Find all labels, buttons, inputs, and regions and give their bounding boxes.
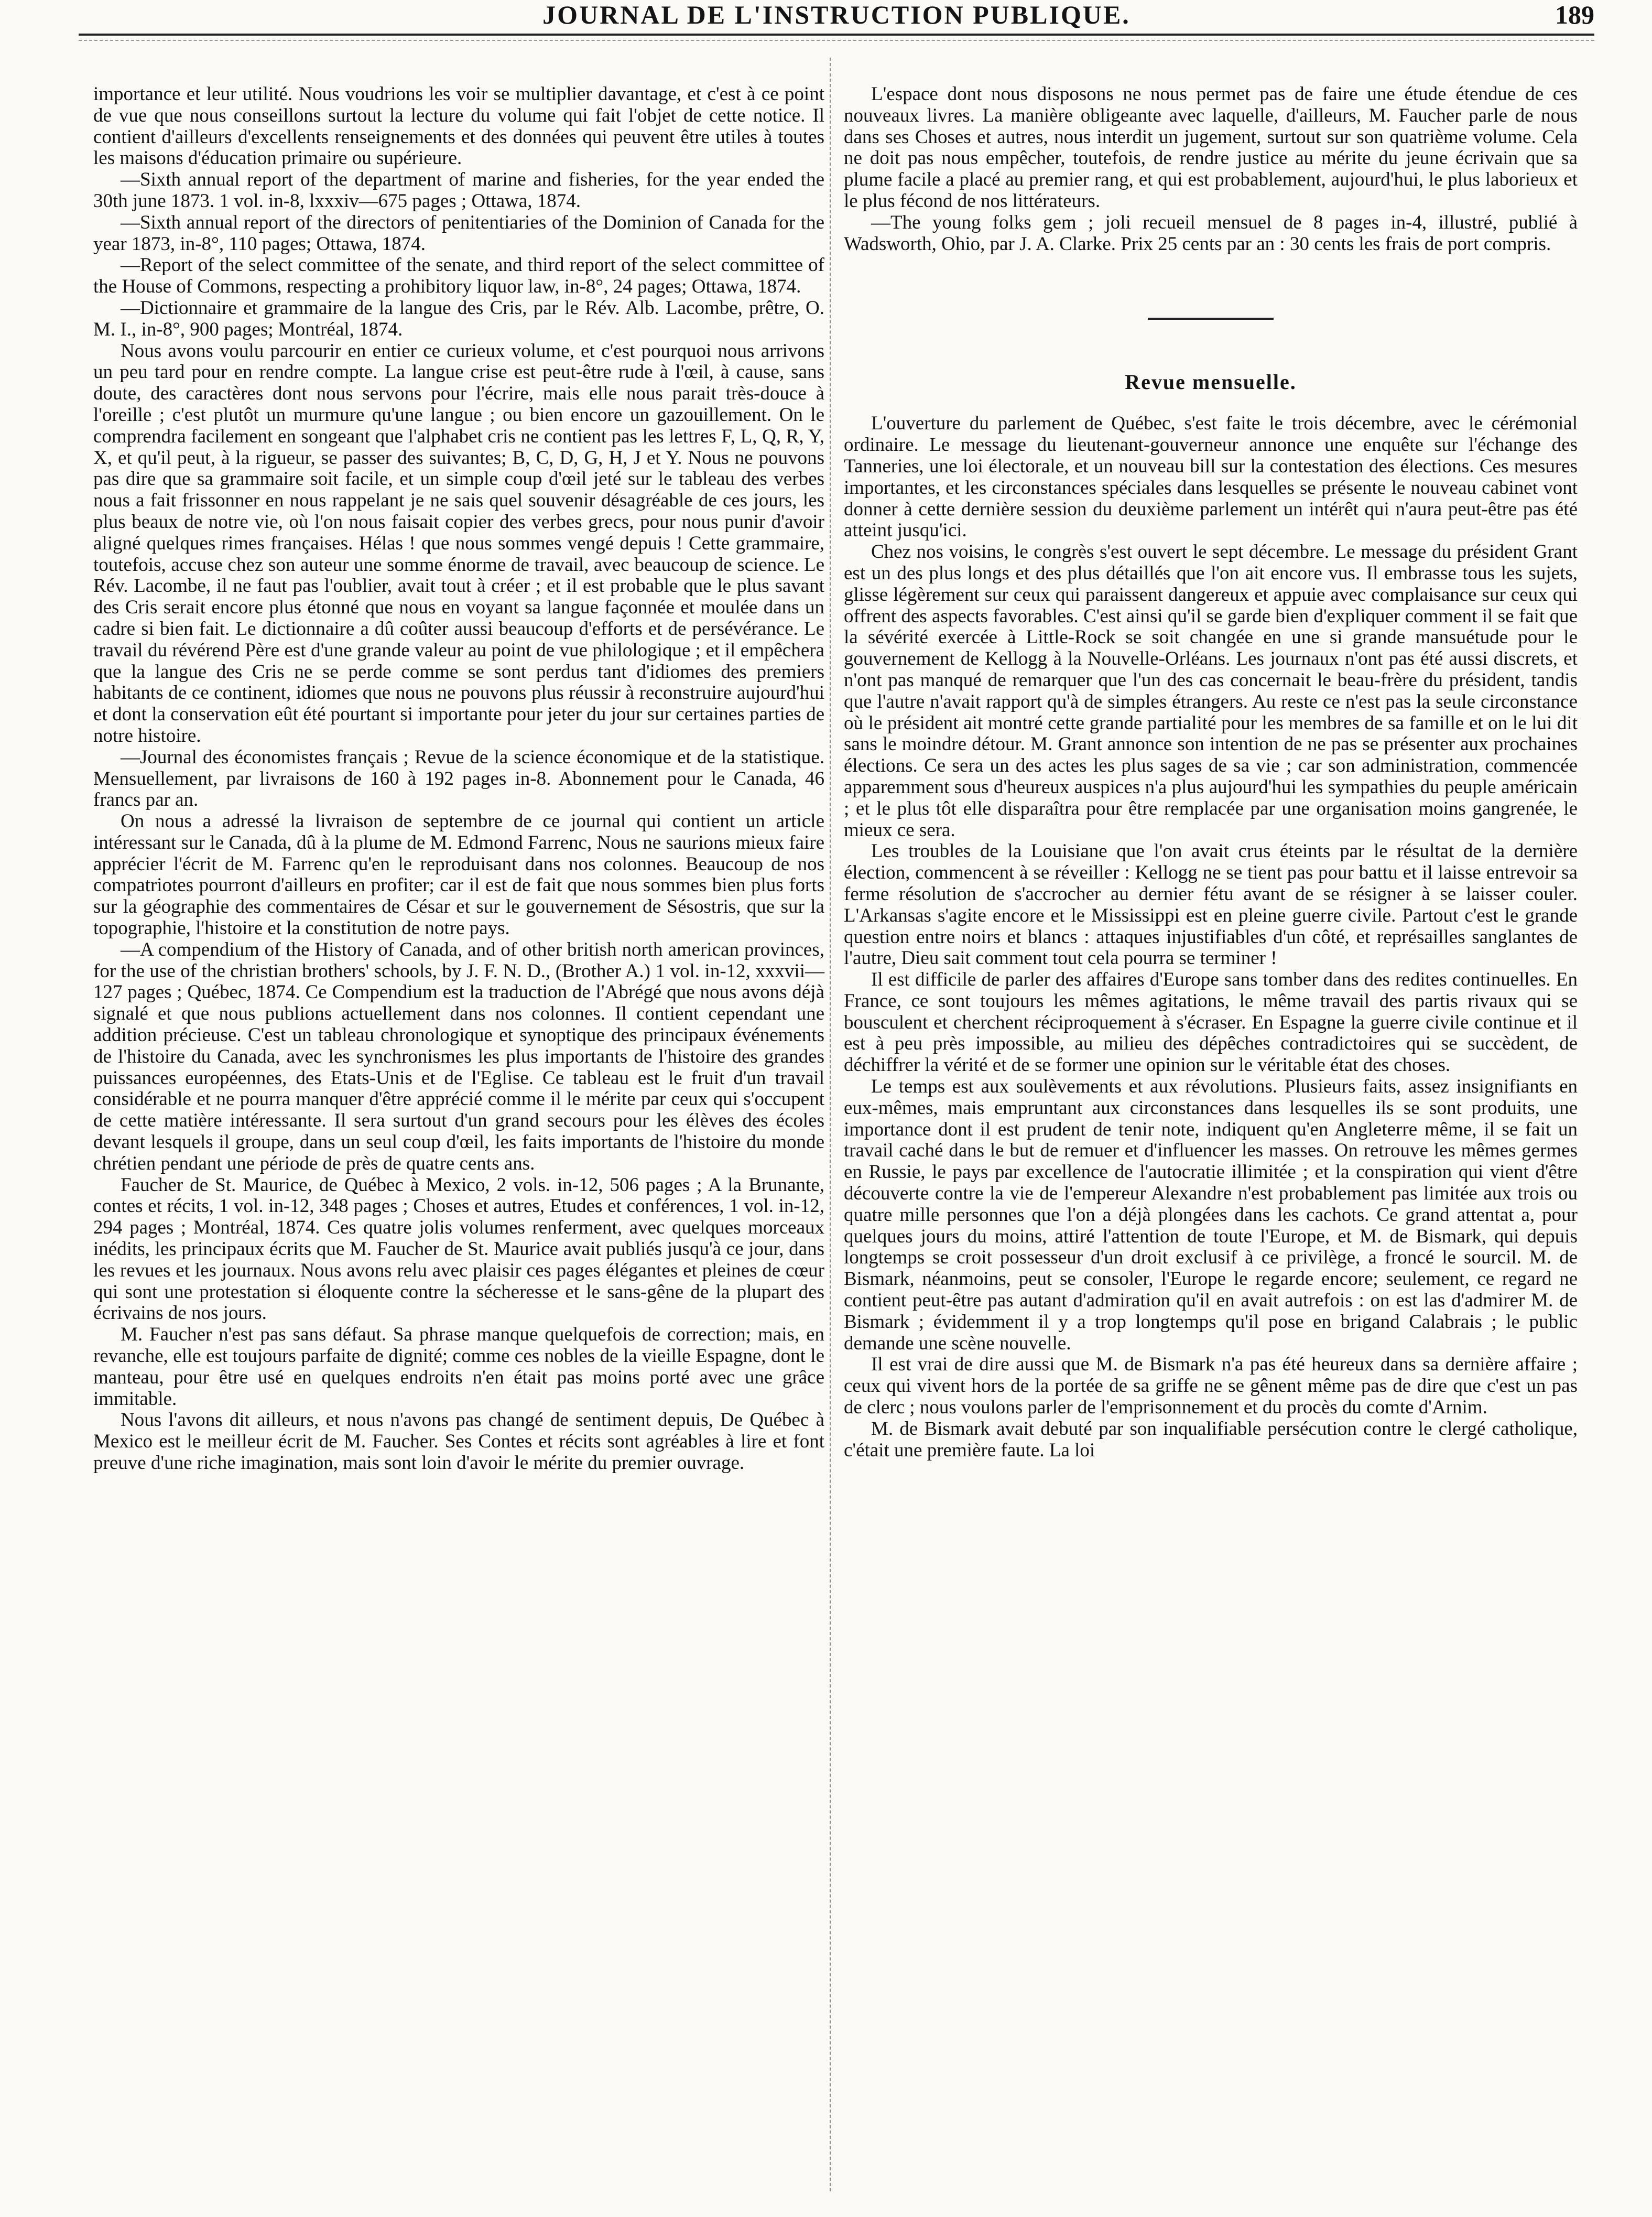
book-notice-faucher: Faucher de St. Maurice, de Québec à Mexico, 2 vols. in-12, 506 pages ; A la Brunante, contes et récits, 1 vol. in-12, 348 pages ; Choses et autres, Etudes et conférences, 1 vol. in-12, 294 pages ; Montréal, 1874. Ces quatre jolis volumes renferment, avec quelques morceaux inédits, les principaux écrits que M. Faucher de St. Maurice avait publiés jusqu'à ce jour, dans les revues et les journaux. Nous avons relu avec plaisir ces pages élégantes et pleines de cœur qui sont une protestation si éloquente contre la sécheresse et le sans-gêne de la plupart des écrivains de nos jours. xyxy=(93,1174,824,1324)
book-notice-liquor-law: —Report of the select committee of the senate, and third report of the select committee of the House of Commons, respecting a prohibitory liquor law, in-8°, 24 pages; Ottawa, 1874. xyxy=(93,254,824,298)
book-notice-marine-fisheries: —Sixth annual report of the department of marine and fisheries, for the year ended the 30th june 1873. 1 vol. in-8, lxxxiv—675 pages ; Ottawa, 1874. xyxy=(93,169,824,212)
running-head xyxy=(79,0,1594,33)
paragraph: M. de Bismark avait debuté par son inqualifiable persécution contre le clergé catholique, c'était une première faute. La loi xyxy=(844,1418,1578,1461)
paragraph: On nous a adressé la livraison de septembre de ce journal qui contient un article intéressant sur le Canada, dû à la plume de M. Edmond Farrenc, Nous ne saurions mieux faire apprécier l'écrit de M. Farrenc qu'en le reproduisant dans nos colonnes. Beaucoup de nos compatriotes pourront d'ailleurs en profiter; car il est de fait que nous sommes bien plus forts sur la géographie des commentaires de César et sur le gouvernement de Sésostris, que sur la topographie, l'histoire et la constitution de notre pays. xyxy=(93,810,824,939)
paragraph: Nous avons voulu parcourir en entier ce curieux volume, et c'est pourquoi nous arrivons un peu tard pour en rendre compte. La langue crise est peut-être rude à l'œil, à cause, sans doute, des caractères dont nous servons pour l'écrire, mais elle nous parait très-douce à l'oreille ; c'est plutôt un murmure qu'une langue ; ou bien encore un gazouillement. On le comprendra facilement en songeant que l'alphabet cris ne contient pas les lettres F, L, Q, R, Y, X, et qu'il peut, à la rigueur, se passer des suivantes; B, C, D, G, H, J et Y. Nous ne pouvons pas dire que sa grammaire soit facile, et un simple coup d'œil jeté sur le tableau des verbes nous a fait frissonner en nous rappelant je ne sais quel souvenir désagréable de ces jours, les plus beaux de notre vie, où l'on nous faisait copier des verbes grecs, pour nous punir d'avoir aligné quelques rimes françaises. Hélas ! que nous sommes vengé depuis ! Cette grammaire, toutefois, accuse chez son auteur une somme énorme de travail, avec beaucoup de science. Le Rév. Lacombe, il ne faut pas l'oublier, avait tout à créer ; et il est probable que le plus savant des Cris serait encore plus étonné que nous en voyant sa langue façonnée et moulée dans un cadre si bien fait. Le dictionnaire a dû coûter aussi beaucoup d'efforts et de persévérance. Le travail du révérend Père est d'une grande valeur au point de vue philologique ; et il empêchera que la langue des Cris ne se perde comme se sont perdus tant d'idiomes des premiers habitants de ce continent, idiomes que nous ne pouvons plus réussir à reconstruire aujourd'hui et dont la conservation eût été pourtant si importante pour jeter du jour sur certaines parties de notre histoire. xyxy=(93,340,824,747)
paragraph: Le temps est aux soulèvements et aux révolutions. Plusieurs faits, assez insignifiants en eux-mêmes, mais empruntant aux circonstances dans lesquelles ils se sont produits, une importance dont il est prudent de tenir note, indiquent qu'en Angleterre même, il se fait un travail caché dans le but de remuer et d'influencer les masses. On retrouve les mêmes germes en Russie, le pays par excellence de l'autocratie illimitée ; et la conspiration qui vient d'être découverte contre la vie de l'empereur Alexandre n'est probablement pas limitée aux trois ou quatre mille personnes que l'on a déjà plongées dans les cachots. Ce grand attentat a, pour quelques jours du moins, attiré l'attention de toute l'Europe, et M. de Bismark, qui depuis longtemps se croit possesseur d'un droit exclusif à ce privilège, a froncé le sourcil. M. de Bismark, néanmoins, peut se consoler, l'Europe le regarde encore; seulement, ce regard ne contient peut-être pas autant d'admiration qu'il en avait autrefois : on est las d'admirer M. de Bismark ; évidemment il y a trop longtemps qu'il pose en brigand Calabrais ; le public demande une scène nouvelle. xyxy=(844,1076,1578,1354)
right-column xyxy=(844,84,1578,1461)
paragraph: M. Faucher n'est pas sans défaut. Sa phrase manque quelquefois de correction; mais, en revanche, elle est toujours parfaite de dignité; comme ces nobles de la vieille Espagne, dont le manteau, pour être usé en quelques endroits n'en était pas moins porté avec une grâce immitable. xyxy=(93,1324,824,1410)
journal-title: JOURNAL DE L'INSTRUCTION PUBLIQUE. xyxy=(542,0,1131,29)
left-column xyxy=(93,84,824,1474)
header-rule-dashed xyxy=(79,40,1594,41)
book-notice-compendium: —A compendium of the History of Canada, and of other british north american provinces, for the use of the christian brothers' schools, by J. F. N. D., (Brother A.) 1 vol. in-12, xxxvii—127 pages ; Québec, 1874. Ce Compendium est la traduction de l'Abrégé que nous avons déjà signalé et que nous publions actuellement dans nos colonnes. Il contient cependant une addition précieuse. C'est un tableau chronologique et synoptique des principaux événements de l'histoire du Canada, avec les synchronismes les plus importants de l'histoire des grandes puissances européennes, des Etats-Unis et de l'Eglise. Ce tableau est le fruit d'un travail considérable et ne pourra manquer d'être apprécié comme il le mérite par ceux qui s'occupent de cette matière intéressante. Il sera surtout d'un grand secours pour les élèves des écoles devant lesquels il groupe, dans un seul coup d'œil, les faits importants de l'histoire du monde chrétien pendant une période de près de quatre cents ans. xyxy=(93,938,824,1174)
book-notice-dictionnaire-cris: —Dictionnaire et grammaire de la langue des Cris, par le Rév. Alb. Lacombe, prêtre, O. M. I., in-8°, 900 pages; Montréal, 1874. xyxy=(93,297,824,340)
paragraph: Nous l'avons dit ailleurs, et nous n'avons pas changé de sentiment depuis, De Québec à Mexico est le meilleur écrit de M. Faucher. Ses Contes et récits sont agréables à lire et font preuve d'une riche imagination, mais sont loin d'avoir le mérite du premier ouvrage. xyxy=(93,1409,824,1474)
section-title: Revue mensuelle. xyxy=(1125,370,1297,394)
paragraph: Les troubles de la Louisiane que l'on avait crus éteints par le résultat de la dernière élection, commencent à se réveiller : Kellogg ne se tient pas pour battu et il laisse entrevoir sa ferme résolution de s'accrocher au dernier fétu avant de se résigner à se laisser couler. L'Arkansas s'agite encore et le Mississippi est en pleine guerre civile. Partout c'est le grande question entre noirs et blancs : attaques injustifiables d'un côté, et représailles sanglantes de l'autre, Dieu sait comment tout cela pourra se terminer ! xyxy=(844,840,1578,969)
page-number: 189 xyxy=(1555,0,1594,29)
header-rule xyxy=(79,34,1594,36)
book-notice-penitentiaries: —Sixth annual report of the directors of penitentiaries of the Dominion of Canada for the year 1873, in-8°, 110 pages; Ottawa, 1874. xyxy=(93,211,824,255)
book-notice-young-folks-gem: —The young folks gem ; joli recueil mensuel de 8 pages in-4, illustré, publié à Wadsworth, Ohio, par J. A. Clarke. Prix 25 cents par an : 30 cents les frais de port compris. xyxy=(844,211,1578,255)
paragraph: Chez nos voisins, le congrès s'est ouvert le sept décembre. Le message du président Grant est un des plus longs et des plus détaillés que l'on ait encore vus. Il embrasse tous les sujets, glisse légèrement sur ceux qui paraissent dangereux et appuie avec complaisance sur ceux qui offrent des aspects favorables. C'est ainsi qu'il se garde bien d'expliquer comment il se fait que la sévérité exercée à Little-Rock se soit changée en une si grande mansuétude pour le gouvernement de Kellogg à la Nouvelle-Orléans. Les journaux n'ont pas été aussi discrets, et n'ont pas manqué de remarquer que l'un des cas concernait le beau-frère du président, tandis que l'autre n'avait rapport qu'à de simples étrangers. Au reste ce n'est pas la seule circonstance où le président ait montré cette grande partialité pour les membres de sa famille et on le lui dit sans le moindre détour. M. Grant annonce son intention de ne pas se présenter aux prochaines élections. Ce sera un des actes les plus sages de sa vie ; car son administration, commencée apparemment sous d'heureux auspices n'a plus aujourd'hui les sympathies du peuple américain ; et le plus tôt elle disparaîtra pour être remplacée par une organisation moins gangrenée, le mieux ce sera. xyxy=(844,541,1578,841)
paragraph: Il est difficile de parler des affaires d'Europe sans tomber dans des redites continuelles. En France, ce sont toujours les mêmes agitations, le même travail des partis rivaux qui se bousculent et cherchent réciproquement à s'écraser. En Espagne la guerre civile continue et il est à peu près impossible, au milieu des dépêches contradictoires qui se succèdent, de déchiffrer la vérité et de se former une opinion sur le véritable état des choses. xyxy=(844,969,1578,1076)
book-notice-economistes: —Journal des économistes français ; Revue de la science économique et de la statistique. Mensuellement, par livraisons de 160 à 192 pages in-8. Abonnement pour le Canada, 46 francs par an. xyxy=(93,746,824,811)
paragraph: L'espace dont nous disposons ne nous permet pas de faire une étude étendue de ces nouveaux livres. La manière obligeante avec laquelle, d'ailleurs, M. Faucher parle de nous dans ses Choses et autres, nous interdit un jugement, surtout sur son quatrième volume. Cela ne doit pas nous empêcher, toutefois, de rendre justice au mérite du jeune écrivain que sa plume facile a placé au premier rang, et qui est probablement, aujourd'hui, le plus laborieux et le plus fécond de nos littérateurs. xyxy=(844,83,1578,212)
paragraph: L'ouverture du parlement de Québec, s'est faite le trois décembre, avec le cérémonial ordinaire. Le message du lieutenant-gouverneur annonce une enquête sur l'échange des Tanneries, une loi électorale, et un nouveau bill sur la contestation des élections. Ces mesures importantes, et les circonstances spéciales dans lesquelles se présente le nouveau cabinet vont donner à cette dernière session du deuxième parlement un intérêt qui n'aura peut-être pas été atteint jusqu'ici. xyxy=(844,413,1578,542)
column-divider xyxy=(830,58,831,2191)
paragraph: importance et leur utilité. Nous voudrions les voir se multiplier davantage, et c'est à ce point de vue que nous conseillons surtout la lecture du volume qui fait l'objet de cette notice. Il contient d'ailleurs d'excellents renseignements et des données qui peuvent être utiles à toutes les maisons d'éducation primaire ou supérieure. xyxy=(93,83,824,169)
paragraph: Il est vrai de dire aussi que M. de Bismark n'a pas été heureux dans sa dernière affaire ; ceux qui vivent hors de la portée de sa griffe ne se gênent même pas de dire que c'est un pas de clerc ; nous voulons parler de l'emprisonnement et du procès du comte d'Arnim. xyxy=(844,1354,1578,1419)
